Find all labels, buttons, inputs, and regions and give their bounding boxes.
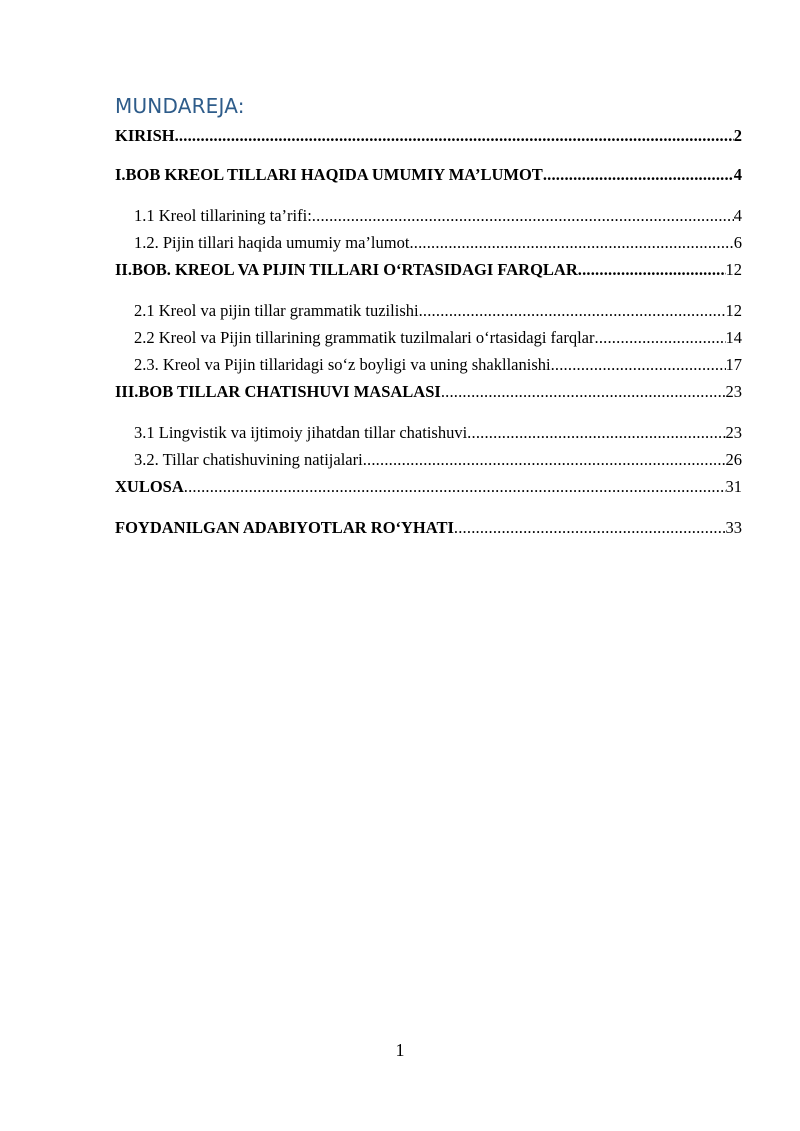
toc-entry-kirish[interactable]: [115, 122, 742, 149]
toc-entry-text: I.BOB KREOL TILLARI HAQIDA UMUMIY MA’LUMOT: [115, 165, 543, 184]
toc-page-number: 6: [733, 233, 742, 252]
toc-entry-3-2[interactable]: [115, 446, 742, 473]
toc-entry-2-3[interactable]: [115, 351, 742, 378]
toc-page-number: 12: [725, 301, 742, 320]
toc-page-number: 17: [725, 355, 742, 374]
toc-entry-text: 3.1 Lingvistik va ijtimoiy jihatdan tillar chatishuvi: [134, 423, 468, 442]
dot-leader: [543, 161, 734, 188]
toc-entry-2-1[interactable]: [115, 297, 742, 324]
dot-leader: [578, 256, 726, 283]
dot-leader: [175, 122, 734, 149]
toc-entry-text: KIRISH: [115, 126, 175, 145]
toc-page-number: 14: [725, 328, 742, 347]
dot-leader: [551, 351, 726, 378]
dot-leader: [409, 229, 733, 256]
toc-entry-xulosa[interactable]: [115, 473, 742, 500]
dot-leader: [419, 297, 726, 324]
dot-leader: [595, 324, 726, 351]
toc-entry-bibliography[interactable]: [115, 514, 742, 541]
toc-page-number: 31: [725, 477, 742, 496]
toc-entry-2-2[interactable]: [115, 324, 742, 351]
toc-entry-text: FOYDANILGAN ADABIYOTLAR RO‘YHATI: [115, 518, 454, 537]
dot-leader: [363, 446, 726, 473]
toc-entry-text: II.BOB. KREOL VA PIJIN TILLARI O‘RTASIDAGI FARQLAR: [115, 260, 578, 279]
toc-page-number: 2: [733, 126, 742, 145]
table-of-contents: [115, 122, 742, 541]
dot-leader: [441, 378, 726, 405]
toc-entry-chapter-3[interactable]: [115, 378, 742, 405]
toc-page-number: 12: [725, 260, 742, 279]
toc-entry-chapter-1[interactable]: [115, 161, 742, 188]
toc-entry-text: XULOSA: [115, 477, 184, 496]
toc-entry-text: 3.2. Tillar chatishuvining natijalari: [134, 450, 363, 469]
toc-entry-text: 1.2. Pijin tillari haqida umumiy ma’lumot: [134, 233, 410, 252]
toc-page-number: 23: [725, 423, 742, 442]
dot-leader: [467, 419, 725, 446]
dot-leader: [312, 202, 734, 229]
toc-entry-3-1[interactable]: [115, 419, 742, 446]
toc-title: MUNDAREJA:: [115, 94, 245, 118]
toc-page-number: 26: [725, 450, 742, 469]
toc-entry-text: 2.3. Kreol va Pijin tillaridagi so‘z boyligi va uning shakllanishi: [134, 355, 551, 374]
toc-entry-1-2[interactable]: [115, 229, 742, 256]
toc-page-number: 23: [725, 382, 742, 401]
toc-entry-1-1[interactable]: [115, 202, 742, 229]
toc-entry-text: 1.1 Kreol tillarining ta’rifi:: [134, 206, 312, 225]
toc-entry-text: 2.1 Kreol va pijin tillar grammatik tuzilishi: [134, 301, 419, 320]
toc-entry-text: 2.2 Kreol va Pijin tillarining grammatik tuzilmalari o‘rtasidagi farqlar: [134, 328, 595, 347]
page-number: 1: [395, 1040, 405, 1060]
dot-leader: [184, 473, 726, 500]
toc-page-number: 4: [733, 165, 742, 184]
toc-entry-text: III.BOB TILLAR CHATISHUVI MASALASI: [115, 382, 441, 401]
toc-page-number: 4: [733, 206, 742, 225]
dot-leader: [454, 514, 726, 541]
toc-page-number: 33: [725, 518, 742, 537]
toc-entry-chapter-2[interactable]: [115, 256, 742, 283]
